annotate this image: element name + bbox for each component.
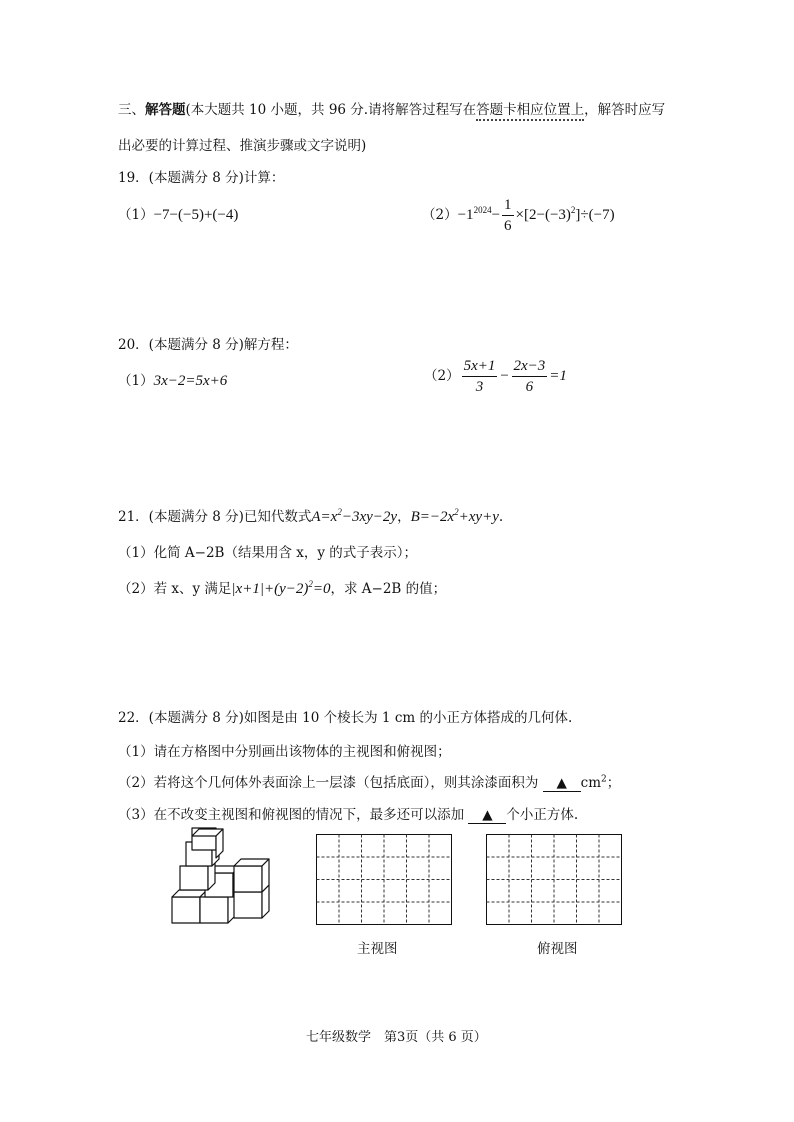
q19-part2-exponent: 2024 [473,204,492,215]
front-view-grid[interactable] [316,834,452,925]
q19-part2-label: （2） [422,206,458,223]
q22-part2 [118,771,620,792]
section-title: 解答题 [145,102,186,118]
q20-part1 [118,369,227,390]
q20-fraction-2 [512,356,548,397]
q20-fraction-1-numerator: 5x+1 [462,356,498,377]
q21-B-square: 2 [454,507,459,517]
q22-part2-unit: cm [580,775,602,791]
q20-part2-label: （2） [424,367,460,384]
page-footer: 七年级数学 第3页（共 6 页） [306,1030,487,1045]
q20-part1-label: （1） [118,373,154,389]
q22-part2-unit-power: 2 [601,774,607,785]
q21-A-definition: A=x [311,509,338,525]
q21-part2-tail: ，求 A−2B 的值； [330,581,447,597]
cube-solid-figure [166,826,276,924]
section-intro-tail: ，解答时应写 [584,102,666,118]
q19-part2-square: 2 [570,204,576,215]
section-intro-emphasis: 答题卡相应位置上 [476,102,584,121]
q21-period: . [498,509,504,525]
q20-fraction-2-denominator: 6 [525,379,534,395]
q19-part1-expression: −7−(−5)+(−4) [153,207,239,223]
q21-part2-text: （2）若 x、y 满足 [118,581,232,597]
q22-part1: （1）请在方格图中分别画出该物体的主视图和俯视图； [118,744,451,760]
q19-part1-label: （1） [118,207,154,223]
q20-minus: − [499,367,510,384]
q22-part3-tail: 个小正方体. [506,807,579,823]
q21-part2 [118,577,446,598]
q19-part2-base: −1 [457,206,474,223]
q19-part2-minus: − [491,206,501,223]
q21-part1: （1）化简 A−2B（结果用含 x，y 的式子表示）； [118,545,418,561]
q20-part1-equation: 3x−2=5x+6 [153,373,228,389]
q19-part2 [422,195,615,236]
q22-answer-blank-1[interactable]: ▲ [543,775,581,792]
q21-title [118,505,503,526]
q21-part2-square: 2 [308,579,313,589]
q19-fraction-denominator: 6 [504,218,512,234]
q22-answer-blank-2[interactable]: ▲ [468,807,506,824]
top-view-label: 俯视图 [537,941,578,957]
q20-title: 20．(本题满分 8 分)解方程： [118,337,298,353]
q21-part2-condition: |x+1|+(y−2) [231,581,309,597]
q21-A-definition-rest: −3xy−2y [341,509,398,525]
q19-fraction-numerator: 1 [502,195,514,216]
section-number: 三、 [118,102,145,118]
q21-title-text: 21．(本题满分 8 分)已知代数式 [118,509,312,525]
q22-part3-text: （3）在不改变主视图和俯视图的情况下，最多还可以添加 [118,807,465,823]
q21-A-square: 2 [337,507,342,517]
q19-part2-bracket: ×[2−(−3) [515,206,571,223]
q19-part2-fraction [502,195,514,236]
q21-comma: ， [397,509,411,525]
q21-part2-condition-rhs: =0 [312,581,331,597]
q20-fraction-1 [462,356,498,397]
q20-rhs: =1 [549,367,567,384]
q22-part3 [118,803,578,824]
q19-title: 19．(本题满分 8 分)计算： [118,170,285,186]
q20-part2 [424,356,567,397]
section-intro: (本大题共 10 小题，共 96 分.请将解答过程写在 [185,102,477,118]
q19-part1 [118,203,238,224]
q22-part2-text: （2）若将这个几何体外表面涂上一层漆（包括底面），则其涂漆面积为 [118,775,539,791]
q22-part2-end: ； [606,775,621,791]
section-intro-line2: 出必要的计算过程、推演步骤或文字说明) [118,138,367,154]
q22-title: 22．(本题满分 8 分)如图是由 10 个棱长为 1 cm 的小正方体搭成的几何体. [118,710,573,726]
q20-fraction-2-numerator: 2x−3 [512,356,548,377]
front-view-label: 主视图 [357,941,398,957]
q21-B-definition-rest: +xy+y [458,509,499,525]
top-view-grid[interactable] [486,834,622,925]
q19-part2-end: ]÷(−7) [575,206,615,223]
q21-B-definition: B=−2x [410,509,455,525]
section-heading [118,98,665,118]
q20-fraction-1-denominator: 3 [475,379,484,395]
